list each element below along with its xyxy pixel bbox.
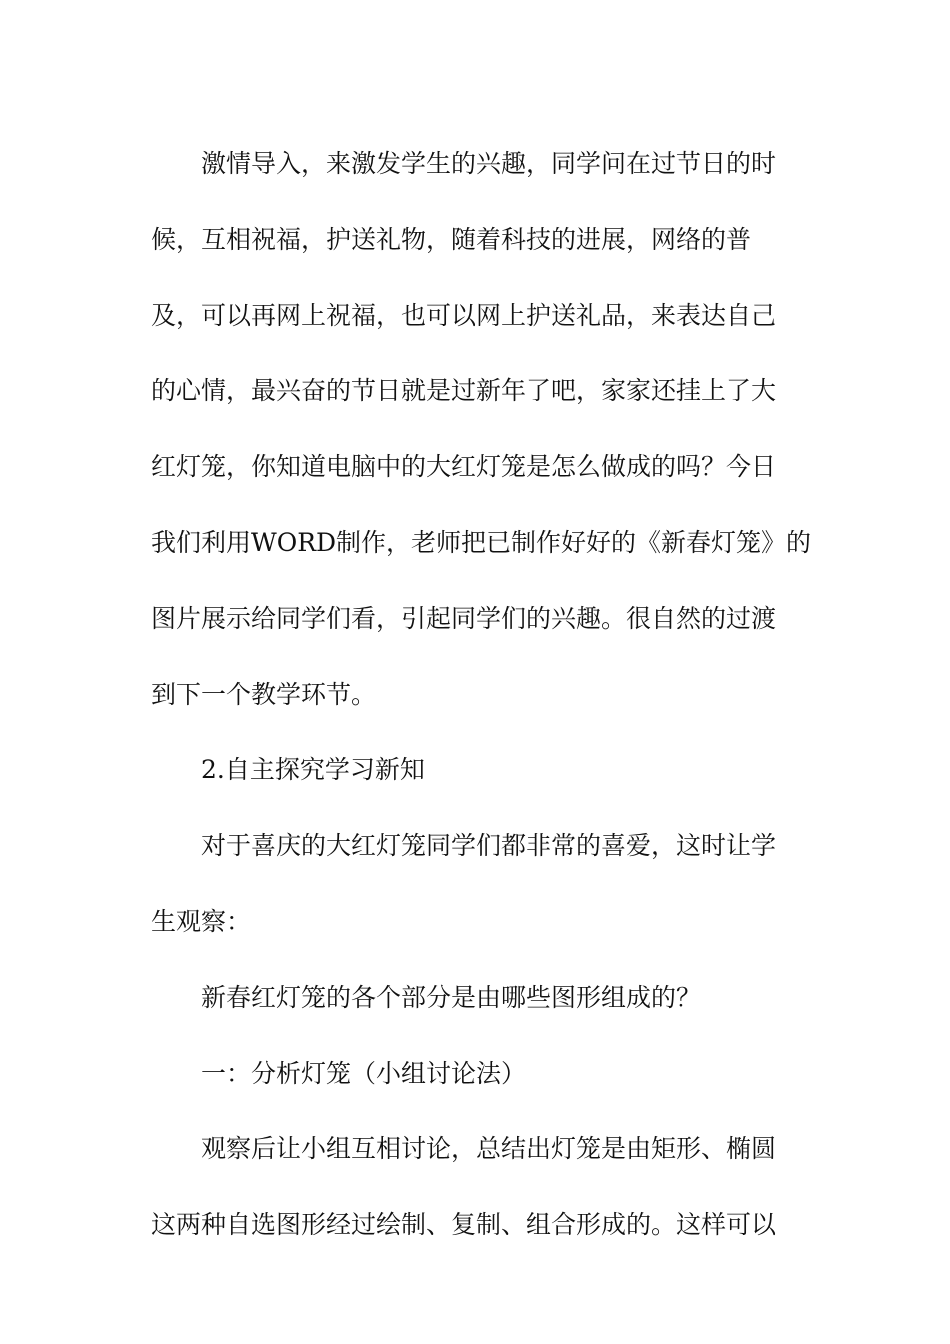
paragraph-observe: [151, 808, 801, 960]
paragraph-intro: [151, 126, 812, 732]
text-line: 对于喜庆的大红灯笼同学们都非常的喜爱，这时让学: [201, 831, 777, 861]
text-line: 到下一个教学环节。: [151, 679, 377, 709]
text-line: 的心情，最兴奋的节日就是过新年了吧，家家还挂上了大: [151, 376, 777, 406]
paragraph-question: [151, 960, 801, 1036]
document-body: [151, 126, 812, 1263]
section-heading: [151, 732, 801, 808]
text-line: 及，可以再网上祝福，也可以网上护送礼品，来表达自己: [151, 300, 777, 330]
text-line: 图片展示给同学们看，引起同学们的兴趣。很自然的过渡: [151, 603, 777, 633]
text-line: 这两种自选图形经过绘制、复制、组合形成的。这样可以: [151, 1210, 777, 1240]
paragraph-discussion: [151, 1111, 801, 1263]
text-line: 我们利用WORD制作，老师把已制作好好的《新春灯笼》的: [151, 527, 812, 557]
heading-line: 一：分析灯笼（小组讨论法）: [201, 1058, 527, 1088]
text-line: 激情导入，来激发学生的兴趣，同学问在过节日的时: [201, 149, 777, 178]
text-line: 候，互相祝福，护送礼物，随着科技的进展，网络的普: [151, 224, 752, 254]
text-line: 红灯笼，你知道电脑中的大红灯笼是怎么做成的吗？今日: [151, 452, 777, 482]
subsection-heading: [151, 1036, 801, 1112]
text-line: 生观察：: [151, 906, 252, 936]
text-line: 新春红灯笼的各个部分是由哪些图形组成的？: [201, 982, 702, 1012]
heading-line: 2.自主探究学习新知: [201, 755, 425, 785]
text-line: 观察后让小组互相讨论，总结出灯笼是由矩形、椭圆: [201, 1134, 777, 1164]
